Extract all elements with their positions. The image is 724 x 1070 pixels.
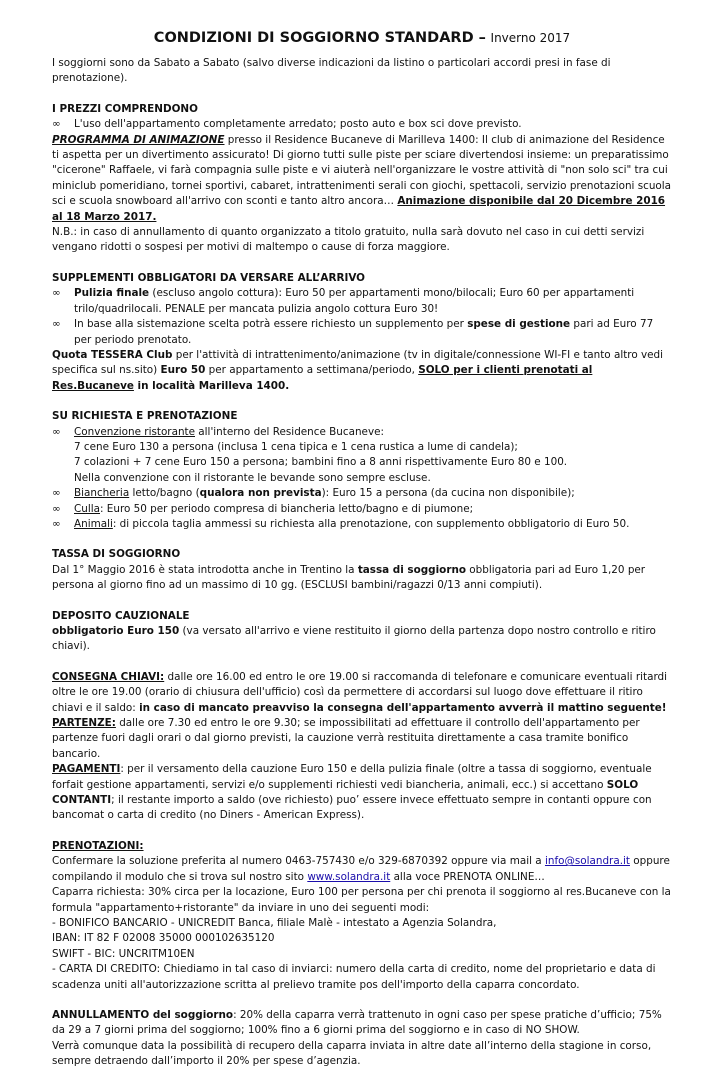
bullet-icon: ∞ [52, 517, 61, 530]
annullamento-label: ANNULLAMENTO del soggiorno [52, 1008, 234, 1021]
prenotazioni-text: Confermare la soluzione preferita al numero 0463-757430 e/o 329-6870392 oppure via mail a [52, 855, 545, 868]
partenze-text: dalle ore 7.30 ed entro le ore 9.30; se impossibilitati ad effettuare il controllo dell'appartamento per partenze fuori dagli orari o dal giorno previsti, la cauzione verrà restituita direttamente a casa tramite bonifico bancario. [52, 717, 640, 760]
annullamento-paragraph [52, 1008, 672, 1039]
pagamenti-bold: SOLO CONTANTI [52, 778, 639, 807]
convenzione-item [52, 425, 672, 440]
tessera-text: per l'attività di intrattenimento/animazione (tv in digitale/connessione WI-FI e tanto altro vedi specifica sul ns.sito) [52, 348, 664, 377]
prenotazioni-contact [52, 854, 672, 885]
deposito-bold: obbligatorio Euro 150 [52, 625, 180, 637]
gestione-post: pari ad Euro 77 per periodo prenotato. [74, 318, 654, 346]
animali-label: Animali [74, 517, 113, 530]
intro-text: I soggiorni sono da Sabato a Sabato (salvo diverse indicazioni da listino o particolari accordi presi in fase di prenotazione). [52, 57, 611, 85]
animali-text: : di piccola taglia ammessi su richiesta alla prenotazione, con supplemento obbligatorio di Euro 50. [112, 517, 630, 530]
title-season: Inverno 2017 [490, 31, 571, 45]
bullet-icon: ∞ [52, 118, 61, 131]
bullet-icon: ∞ [52, 425, 61, 438]
programma-text: presso il Residence Bucaneve di Marilleva 1400: Il club di animazione del Residence ti aspetta per un divertimento assicurato! Di giorno tutti sulle piste per sciare divertendosi insieme: un preparatissimo "cicerone" Raffaele, vi farà compagnia sulle piste e vi aiuterà nell'organizzare le vostre attività di "non solo sci" tra cui miniclub pomeridiano, tornei sportivi, cabaret, intrattenimenti serali con giochi, spettacoli, servizio prenotazioni scuola sci e scuola snowboard all'arrivo con sconti e tanto altro ancora… [52, 133, 672, 208]
bullet-icon: ∞ [52, 502, 61, 515]
deposito-heading: DEPOSITO CAUZIONALE [52, 609, 190, 622]
tessera-text-2: per appartamento a settimana/periodo, [205, 364, 419, 377]
annullamento-text: : 20% della caparra verrà trattenuto in ogni caso per spese pratiche d’ufficio; 75% da 29 a 7 giorni prima del soggiorno; 100% fino a 6 giorni prima del soggiorno e in caso di NO SHOW. [52, 1008, 662, 1037]
biancheria-text-2: ): Euro 15 a persona (da cucina non disponibile); [321, 487, 575, 500]
richiesta-heading: SU RICHIESTA E PRENOTAZIONE [52, 410, 238, 423]
bonifico-text: - BONIFICO BANCARIO - UNICREDIT Banca, filiale Malè - intestato a Agenzia Solandra, [52, 916, 497, 929]
biancheria-item [52, 486, 672, 501]
website-link[interactable]: www.solandra.it [307, 870, 391, 883]
tassa-paragraph [52, 563, 672, 594]
culla-text: : Euro 50 per periodo compresa di biancheria letto/bagno e di piumone; [99, 502, 474, 515]
tassa-bold: tassa di soggiorno [357, 563, 466, 576]
title-main: CONDIZIONI DI SOGGIORNO STANDARD – [153, 30, 486, 46]
consegna-label: CONSEGNA CHIAVI: [52, 670, 165, 683]
deposito-text: (va versato all'arrivo e viene restituito il giorno della partenza dopo nostro controllo e ritiro chiavi). [52, 625, 656, 653]
pagamenti-text: : per il versamento della cauzione Euro 150 e della pulizia finale (oltre a tassa di soggiorno, eventuale forfait gestione appartamenti, servizi e/o supplementi richiesti vedi biancheria, animali, ecc.) si accettano [52, 763, 652, 791]
biancheria-label: Biancheria [74, 487, 130, 500]
pulizia-label: Pulizia finale [74, 287, 150, 300]
deposito-paragraph [52, 624, 672, 655]
consegna-paragraph [52, 670, 672, 716]
bullet-icon: ∞ [52, 318, 61, 331]
consegna-text: dalle ore 16.00 ed entro le ore 19.00 si raccomanda di telefonare e comunicare eventuali ritardi oltre le ore 19.00 (orario di chiusura dell'ufficio) così da permettere di accordarsi sul luogo dove effettuare il ritiro chiavi e il saldo: [52, 670, 668, 714]
prezzi-item-1 [52, 117, 672, 132]
gestione-bold: spese di gestione [467, 318, 571, 331]
document-title [52, 28, 672, 48]
email-link[interactable]: info@solandra.it [544, 855, 630, 868]
prezzi-item-1-text: L'uso dell'appartamento completamente arredato; posto auto e box sci dove previsto. [74, 118, 522, 131]
prezzi-heading: I PREZZI COMPRENDONO [52, 102, 198, 115]
caparra-text: Caparra richiesta: 30% circa per la locazione, Euro 100 per persona per chi prenota il soggiorno al res.Bucaneve con la formula "appartamento+ristorante" da inviare in uno dei seguenti modi: [52, 886, 671, 914]
tassa-post: obbligatoria pari ad Euro 1,20 per persona al giorno fino ad un massimo di 10 gg. (ESCLUSI bambini/ragazzi 0/13 anni compiuti). [52, 563, 646, 592]
pagamenti-paragraph [52, 762, 672, 824]
bullet-icon: ∞ [52, 287, 61, 300]
tessera-label: Quota TESSERA Club [52, 348, 173, 361]
consegna-bold: in caso di mancato preavviso la consegna dell'appartamento avverrà il mattino seguente! [139, 701, 667, 714]
pulizia-item [52, 286, 672, 317]
culla-label: Culla [74, 502, 100, 515]
convenzione-text: all'interno del Residence Bucaneve: [195, 425, 384, 438]
bullet-icon: ∞ [52, 487, 61, 500]
tassa-text: Dal 1° Maggio 2016 è stata introdotta anche in Trentino la [52, 563, 358, 576]
convenzione-line-3: Nella convenzione con il ristorante le bevande sono sempre escluse. [74, 471, 431, 484]
gestione-item [52, 317, 672, 348]
prenotazioni-heading: PRENOTAZIONI: [52, 839, 144, 852]
pulizia-text: (escluso angolo cottura): Euro 50 per appartamenti mono/bilocali; Euro 60 per appartamenti trilo/quadrilocali. PENALE per mancata pulizia angolo cottura Euro 30! [74, 287, 635, 315]
tassa-heading: TASSA DI SOGGIORNO [52, 548, 181, 561]
swift-text: SWIFT - BIC: UNCRITM10EN [52, 947, 195, 960]
programma-paragraph [52, 133, 672, 225]
partenze-paragraph [52, 716, 672, 762]
pagamenti-text-2: ; il restante importo a saldo (ove richiesto) puo’ essere invece effettuato sempre in contanti oppure con bancomat o carta di credito (no Diners - American Express). [52, 794, 652, 822]
gestione-text: In base alla sistemazione scelta potrà essere richiesto un supplemento per [74, 318, 468, 331]
convenzione-label: Convenzione ristorante [74, 425, 195, 438]
tessera-price: Euro 50 [160, 364, 206, 377]
prenotazioni-text-2: oppure compilando il modulo che si trova sul nostro sito [52, 855, 670, 883]
biancheria-text: letto/bagno ( [129, 487, 200, 500]
tessera-solo: SOLO per i clienti prenotati al Res.Bucaneve [52, 364, 593, 392]
partenze-label: PARTENZE: [52, 717, 116, 730]
prenotazioni-text-3: alla voce PRENOTA ONLINE… [390, 870, 545, 883]
culla-item [52, 502, 672, 517]
animali-item [52, 517, 672, 532]
tessera-paragraph [52, 348, 672, 394]
carta-text: - CARTA DI CREDITO: Chiediamo in tal caso di inviarci: numero della carta di credito, nome del proprietario e data di scadenza uniti all'autorizzazione scritta al prelievo tramite pos dell'importo della caparra concordato. [52, 963, 656, 991]
tessera-end: in località Marilleva 1400. [133, 379, 290, 392]
pagamenti-label: PAGAMENTI [52, 763, 121, 776]
annullamento-text-2: Verrà comunque data la possibilità di recupero della caparra inviata in altre date all’interno della stagione in corso, sempre detraendo dall’importo il 20% per spese d’agenzia. [52, 1039, 652, 1068]
convenzione-line-2: 7 colazioni + 7 cene Euro 150 a persona; bambini fino a 8 anni rispettivamente Euro 80 e 100. [74, 456, 568, 469]
nb-text: N.B.: in caso di annullamento di quanto organizzato a titolo gratuito, nulla sarà dovuto nel caso in cui detti servizi vengano ridotti o sospesi per motivi di maltempo o cause di forza maggiore. [52, 226, 645, 254]
programma-label: PROGRAMMA DI ANIMAZIONE [52, 133, 225, 146]
iban-text: IBAN: IT 82 F 02008 35000 000102635120 [52, 932, 275, 945]
programma-dates: Animazione disponibile dal 20 Dicembre 2016 al 18 Marzo 2017. [52, 195, 666, 223]
supplementi-heading: SUPPLEMENTI OBBLIGATORI DA VERSARE ALL’ARRIVO [52, 271, 366, 284]
convenzione-line-1: 7 cene Euro 130 a persona (inclusa 1 cena tipica e 1 cena rustica a lume di candela); [74, 440, 518, 453]
biancheria-bold: qualora non prevista [199, 487, 322, 500]
